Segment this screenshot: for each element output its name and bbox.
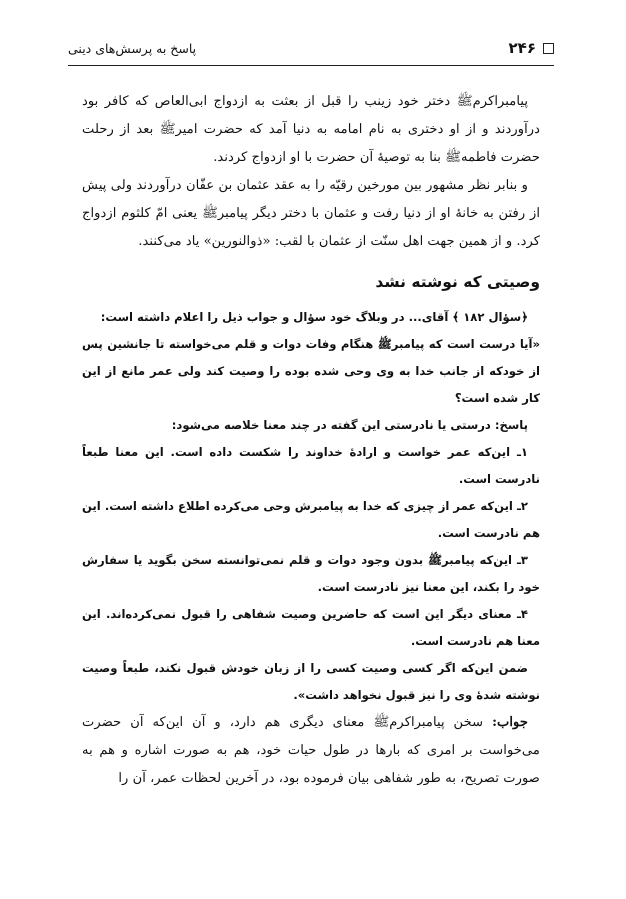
header-divider	[68, 65, 554, 66]
question-intro: ﴿سؤال ۱۸۲ ﴾ آقای... در وبلاگ خود سؤال و جواب ذیل را اعلام داشته است:	[100, 310, 528, 324]
page-header	[68, 40, 554, 66]
answer-label: جواب:	[492, 715, 528, 730]
paragraph: پیامبراکرمﷺ دختر خود زینب را قبل از بعثت به ازدواج ابی‌العاص که کافر بود درآوردند و از او دختری به نام امامه به دنیا آمد که حضرت امیرﷺ بعد از رحلت حضرت فاطمهﷺ بنا به توصیهٔ آن حضرت با او ازدواج کردند.	[82, 94, 540, 165]
running-title: پاسخ به پرسش‌های دینی	[68, 41, 197, 56]
square-bullet-icon	[543, 43, 554, 54]
quoted-point: ۴ـ معنای دیگر این است که حاضرین وصیت شفاهی را قبول نمی‌کرده‌اند. این معنا هم نادرست است.	[82, 607, 540, 648]
page-number: ۲۴۶	[508, 39, 536, 57]
answer-text: سخن پیامبراکرمﷺ معنای دیگری هم دارد، و آن این‌که آن حضرت می‌خواست بر امری که بارها در طول حیات خود، هم به صورت اشاره و هم به صورت تصریح، به طور شفاهی بیان فرموده بود، در آخرین لحظات عمر، آن را	[82, 715, 540, 786]
paragraph: و بنابر نظر مشهور بین مورخین رقیّه را به عقد عثمان بن عفّان درآوردند ولی پیش از رفتن به خانهٔ او از دنیا رفت و عثمان با دختر دیگر پیامبرﷺ یعنی امّ کلثوم ازدواج کرد. و از همین جهت اهل سنّت از عثمان با لقب: «ذوالنورین» یاد می‌کنند.	[82, 178, 540, 249]
section-heading: وصیتی که نوشته نشد	[375, 273, 540, 291]
quoted-conclusion: ضمن این‌که اگر کسی وصیت کسی را از زبان خودش قبول نکند، طبعاً وصیت نوشته شدهٔ وی را نیز قبول نخواهد داشت».	[82, 661, 540, 702]
quoted-point: ۳ـ این‌که پیامبرﷺ بدون وجود دوات و قلم نمی‌توانسته سخن بگوید یا سفارش خود را بکند، این معنا نیز نادرست است.	[82, 553, 540, 594]
answer-paragraph	[82, 709, 540, 793]
page-body	[82, 88, 540, 793]
quoted-point: ۲ـ این‌که عمر از چیزی که خدا به پیامبرش وحی می‌کرده اطلاع داشته است. این هم نادرست است.	[82, 499, 540, 540]
question-text: «آیا درست است که پیامبرﷺ هنگام وفات دوات و قلم می‌خواسته تا جانشین پس از خودکه از جانب خدا به وی وحی شده بوده را وصیت کند ولی عمر مانع از این کار شده است؟	[82, 337, 540, 405]
quoted-point: ۱ـ این‌که عمر خواست و ارادهٔ خداوند را شکست داده است. این معنا طبعاً نادرست است.	[82, 445, 540, 486]
quoted-answer-intro: پاسخ: درستی یا نادرستی این گفته در چند معنا خلاصه می‌شود:	[171, 418, 528, 432]
